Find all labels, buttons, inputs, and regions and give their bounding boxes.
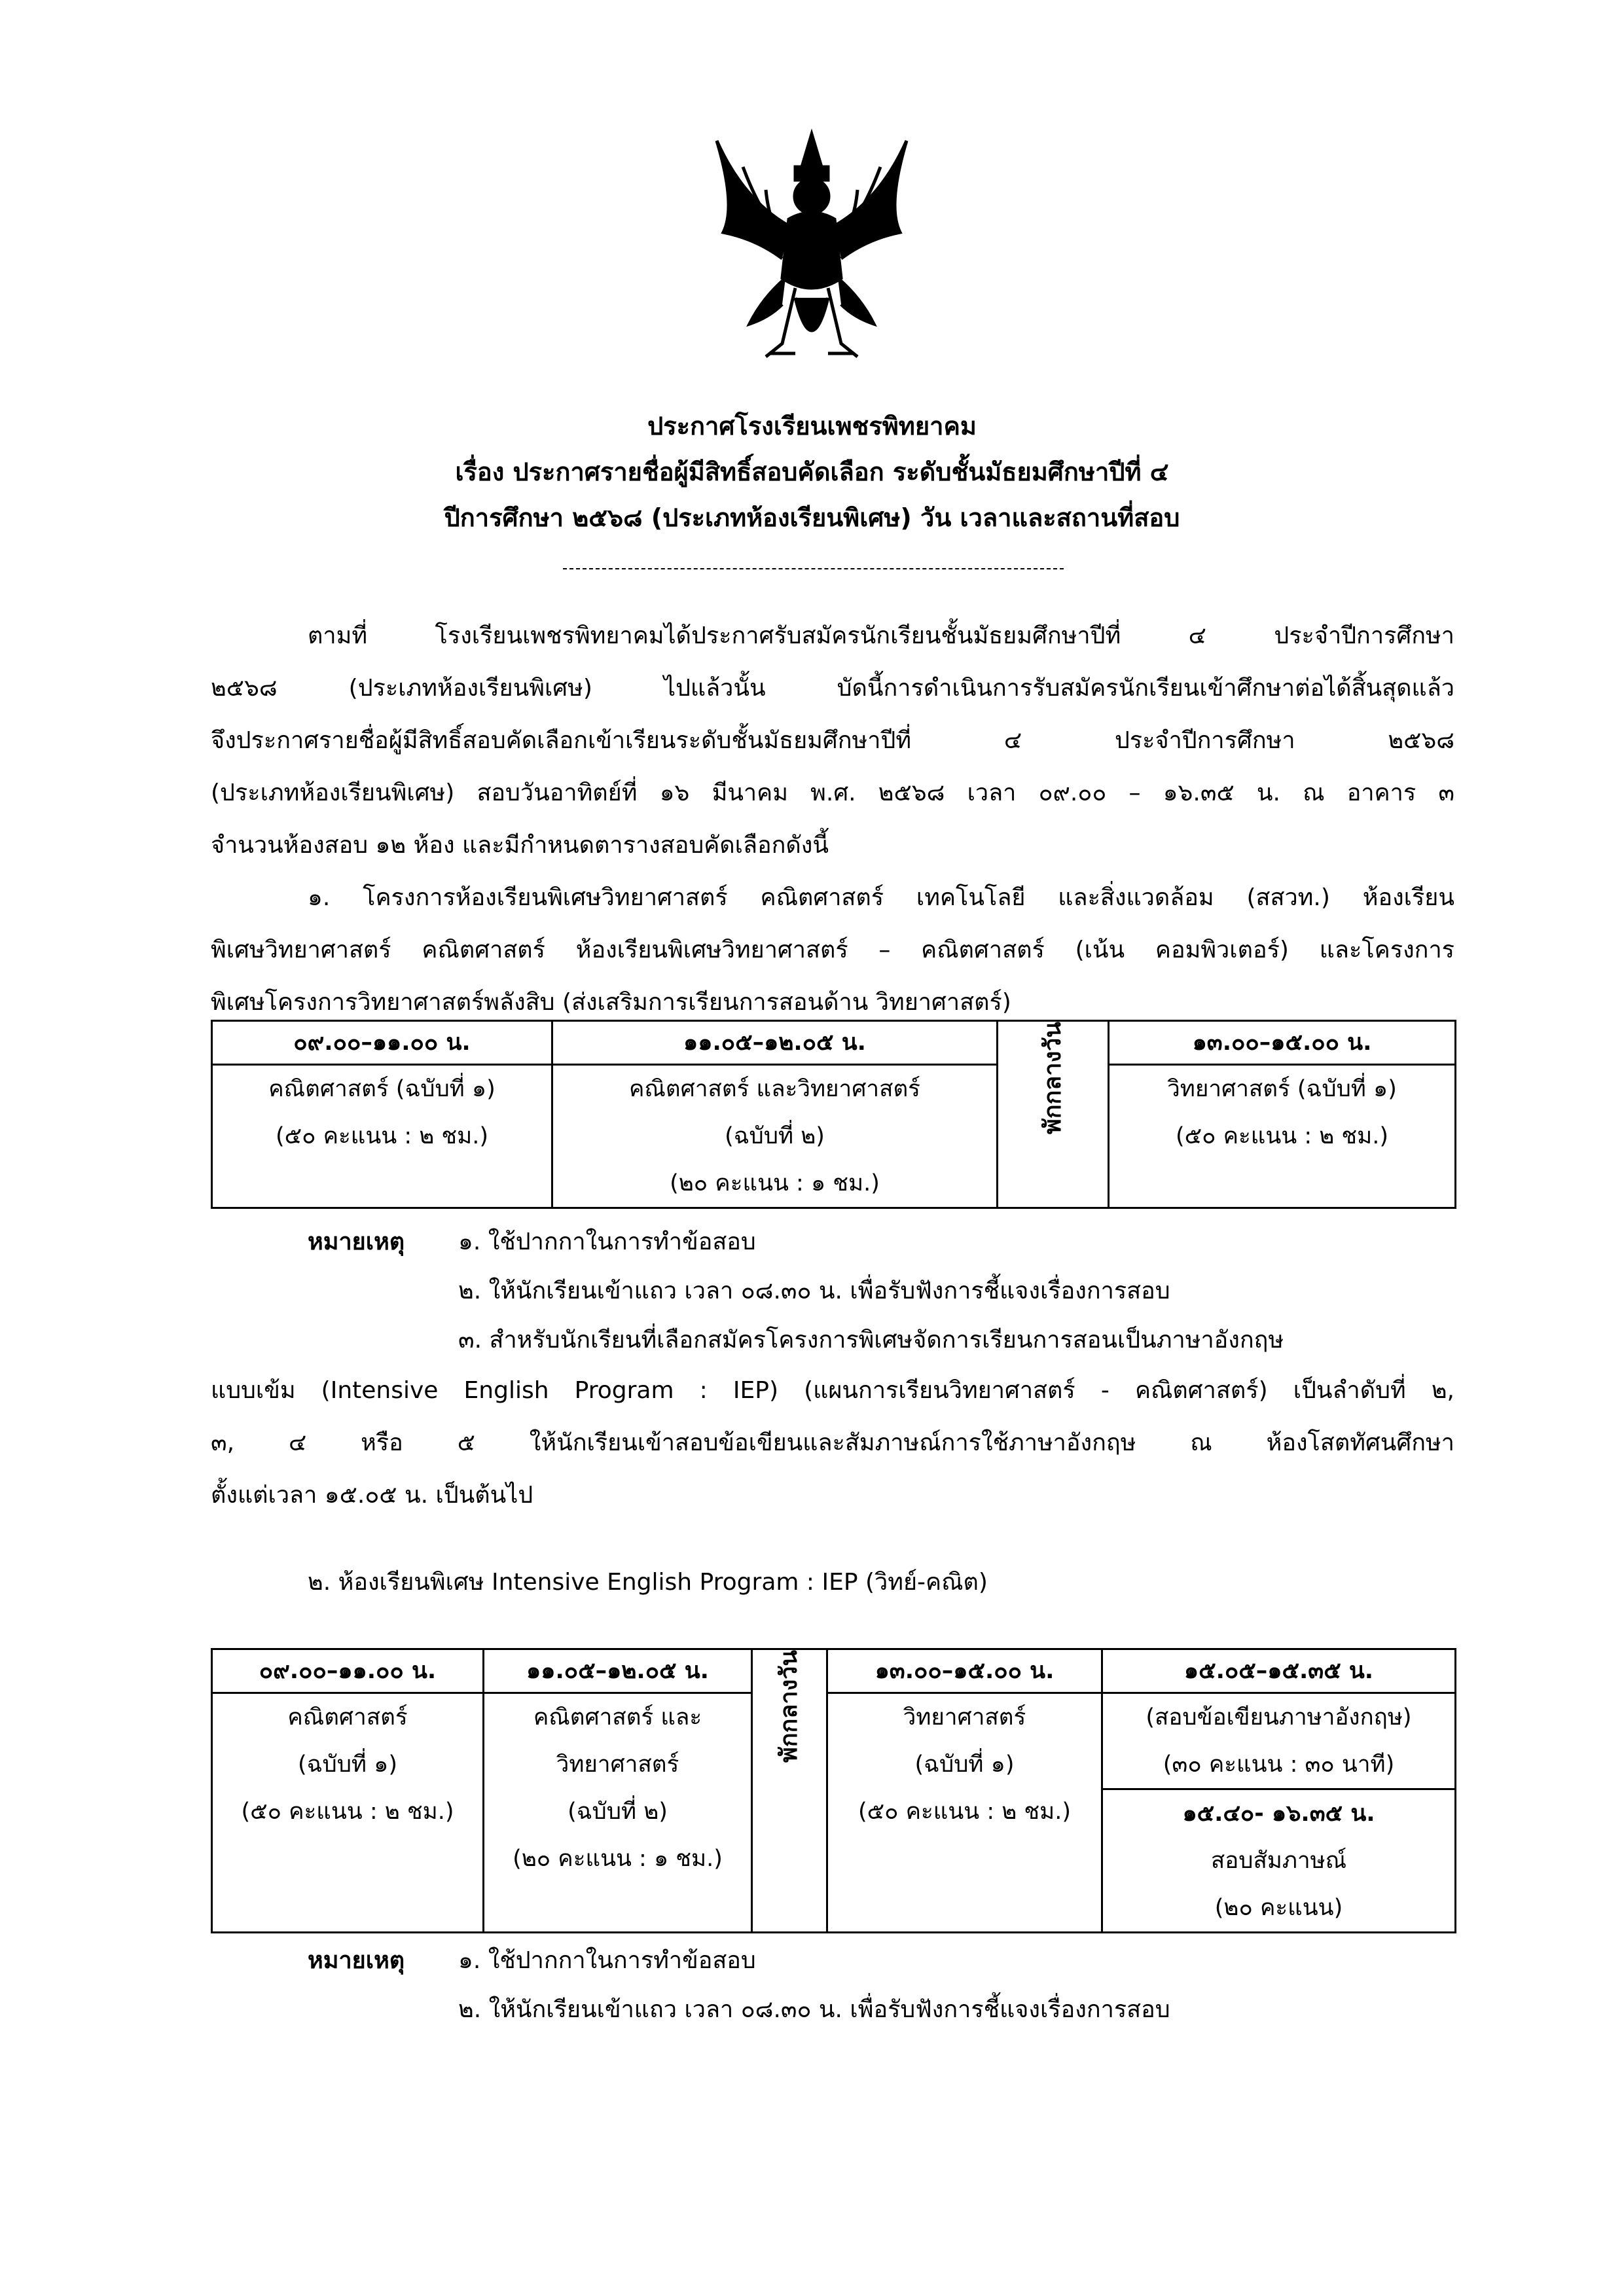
table2-time-3: ๑๓.๐๐–๑๕.๐๐ น. [827, 1649, 1102, 1693]
table1-time-1: ๐๙.๐๐–๑๑.๐๐ น. [212, 1021, 552, 1065]
section1-note-3-cont-1: แบบเข้ม (Intensive English Program : IEP) (แผนการเรียนวิทยาศาสตร์ - คณิตศาสตร์) เป็นลำดับที่ ๒, [211, 1377, 1454, 1404]
table1-lunch-label: พักกลางวัน [1039, 1022, 1066, 1135]
table2-interview [1103, 1788, 1454, 1931]
table1-subject-1 [212, 1065, 552, 1208]
section1-line-2: พิเศษวิทยาศาสตร์ คณิตศาสตร์ ห้องเรียนพิเศษวิทยาศาสตร์ – คณิตศาสตร์ (เน้น คอมพิวเตอร์) และโครงการ [211, 937, 1454, 963]
table1-subject-2-line: คณิตศาสตร์ และวิทยาศาสตร์ [629, 1076, 920, 1102]
table1-time-2: ๑๑.๐๕–๑๒.๐๕ น. [552, 1021, 998, 1065]
table2-subject-1-line: (๕๐ คะแนน : ๒ ชม.) [241, 1799, 454, 1825]
section2-note-2: ๒. ให้นักเรียนเข้าแถว เวลา ๐๘.๓๐ น. เพื่อรับฟังการชี้แจงเรื่องการสอบ [458, 1996, 1170, 2023]
table1-subject-1-line: คณิตศาสตร์ (ฉบับที่ ๑) [268, 1076, 496, 1102]
table2-subject-4-line: (สอบข้อเขียนภาษาอังกฤษ) [1146, 1704, 1412, 1731]
table2-time-2: ๑๑.๐๕–๑๒.๐๕ น. [484, 1649, 752, 1693]
table2-subject-4 [1102, 1693, 1456, 1933]
table1-subject-2-line: (ฉบับที่ ๒) [725, 1123, 825, 1149]
section1-line-3: พิเศษโครงการวิทยาศาสตร์พลังสิบ (ส่งเสริมการเรียนการสอนด้าน วิทยาศาสตร์) [211, 989, 1011, 1016]
garuda-emblem-icon [704, 128, 920, 370]
title-line-1: ประกาศโรงเรียนเพชรพิทยาคม [647, 412, 977, 440]
table2-subject-3-line: (ฉบับที่ ๑) [914, 1751, 1015, 1778]
schedule-table-2 [211, 1648, 1456, 1933]
intro-line-2: ๒๕๖๘ (ประเภทห้องเรียนพิเศษ) ไปแล้วนั้น บัดนี้การดำเนินการรับสมัครนักเรียนเข้าศึกษาต่อได้สิ้นสุดแล้ว [211, 675, 1454, 702]
table2-subject-2 [484, 1693, 752, 1933]
section2-heading: ๒. ห้องเรียนพิเศษ Intensive English Program : IEP (วิทย์-คณิต) [308, 1569, 988, 1596]
table2-interview-line: (๒๐ คะแนน) [1214, 1895, 1343, 1921]
table2-subject-4-line: (๓๐ คะแนน : ๓๐ นาที) [1163, 1751, 1395, 1778]
table1-subject-3-line: (๕๐ คะแนน : ๒ ชม.) [1175, 1123, 1389, 1149]
table2-time-4: ๑๕.๐๕–๑๕.๓๕ น. [1102, 1649, 1456, 1693]
table2-subject-1-line: คณิตศาสตร์ [287, 1704, 408, 1731]
section1-note-3-cont-3: ตั้งแต่เวลา ๑๕.๐๕ น. เป็นต้นไป [211, 1482, 533, 1509]
section1-note-3-cont-2: ๓, ๔ หรือ ๕ ให้นักเรียนเข้าสอบข้อเขียนและสัมภาษณ์การใช้ภาษาอังกฤษ ณ ห้องโสตทัศนศึกษา [211, 1429, 1454, 1456]
section1-notes-label: หมายเหตุ [308, 1229, 405, 1255]
section2-notes-label: หมายเหตุ [308, 1947, 405, 1974]
table2-subject-3 [827, 1693, 1102, 1933]
table2-interview-line: สอบสัมภาษณ์ [1210, 1848, 1347, 1874]
table2-subject-2-line: คณิตศาสตร์ และ [533, 1704, 702, 1731]
schedule-table-1 [211, 1020, 1456, 1209]
table2-subject-1 [212, 1693, 484, 1933]
title-line-2: เรื่อง ประกาศรายชื่อผู้มีสิทธิ์สอบคัดเลือก ระดับชั้นมัธยมศึกษาปีที่ ๔ [455, 457, 1169, 486]
intro-line-3: จึงประกาศรายชื่อผู้มีสิทธิ์สอบคัดเลือกเข้าเรียนระดับชั้นมัธยมศึกษาปีที่ ๔ ประจำปีการศึกษา ๒๕๖๘ [211, 727, 1454, 754]
section1-line-1: ๑. โครงการห้องเรียนพิเศษวิทยาศาสตร์ คณิตศาสตร์ เทคโนโลยี และสิ่งแวดล้อม (สสวท.) ห้องเรียน [308, 884, 1454, 911]
intro-line-1: ตามที่ โรงเรียนเพชรพิทยาคมได้ประกาศรับสมัครนักเรียนชั้นมัธยมศึกษาปีที่ ๔ ประจำปีการศึกษา [308, 622, 1454, 649]
title-divider [563, 568, 1064, 569]
table2-time-1: ๐๙.๐๐–๑๑.๐๐ น. [212, 1649, 484, 1693]
table2-subject-1-line: (ฉบับที่ ๑) [298, 1751, 397, 1778]
table1-lunch-cell [998, 1021, 1109, 1208]
table2-lunch-label: พักกลางวัน [776, 1650, 803, 1763]
table1-subject-1-line: (๕๐ คะแนน : ๒ ชม.) [275, 1123, 489, 1149]
table1-subject-3-line: วิทยาศาสตร์ (ฉบับที่ ๑) [1167, 1076, 1397, 1102]
section1-note-2: ๒. ให้นักเรียนเข้าแถว เวลา ๐๘.๓๐ น. เพื่อรับฟังการชี้แจงเรื่องการสอบ [458, 1278, 1170, 1304]
table2-subject-2-line: (ฉบับที่ ๒) [568, 1799, 668, 1825]
table1-time-3: ๑๓.๐๐–๑๕.๐๐ น. [1109, 1021, 1456, 1065]
table1-subject-3 [1109, 1065, 1456, 1208]
table2-written-exam [1103, 1694, 1454, 1788]
table2-subject-2-line: วิทยาศาสตร์ [556, 1751, 679, 1778]
table1-subject-2 [552, 1065, 998, 1208]
table2-subject-2-line: (๒๐ คะแนน : ๑ ชม.) [513, 1846, 723, 1872]
section1-note-1: ๑. ใช้ปากกาในการทำข้อสอบ [458, 1229, 756, 1255]
section2-note-1: ๑. ใช้ปากกาในการทำข้อสอบ [458, 1947, 756, 1974]
table2-subject-3-line: วิทยาศาสตร์ [903, 1704, 1026, 1731]
table2-subject-3-line: (๕๐ คะแนน : ๒ ชม.) [857, 1799, 1072, 1825]
section1-note-3: ๓. สำหรับนักเรียนที่เลือกสมัครโครงการพิเศษจัดการเรียนการสอนเป็นภาษาอังกฤษ [458, 1327, 1284, 1354]
table1-subject-2-line: (๒๐ คะแนน : ๑ ชม.) [670, 1170, 880, 1196]
intro-line-4: (ประเภทห้องเรียนพิเศษ) สอบวันอาทิตย์ที่ ๑๖ มีนาคม พ.ศ. ๒๕๖๘ เวลา ๐๙.๐๐ – ๑๖.๓๕ น. ณ อาคาร ๓ [211, 780, 1454, 806]
table2-lunch-cell [752, 1649, 827, 1933]
title-line-3: ปีการศึกษา ๒๕๖๘ (ประเภทห้องเรียนพิเศษ) วัน เวลาและสถานที่สอบ [444, 503, 1180, 532]
intro-line-5: จำนวนห้องสอบ ๑๒ ห้อง และมีกำหนดตารางสอบคัดเลือกดังนี้ [211, 832, 829, 859]
table2-time-5: ๑๕.๔๐- ๑๖.๓๕ น. [1182, 1801, 1375, 1827]
